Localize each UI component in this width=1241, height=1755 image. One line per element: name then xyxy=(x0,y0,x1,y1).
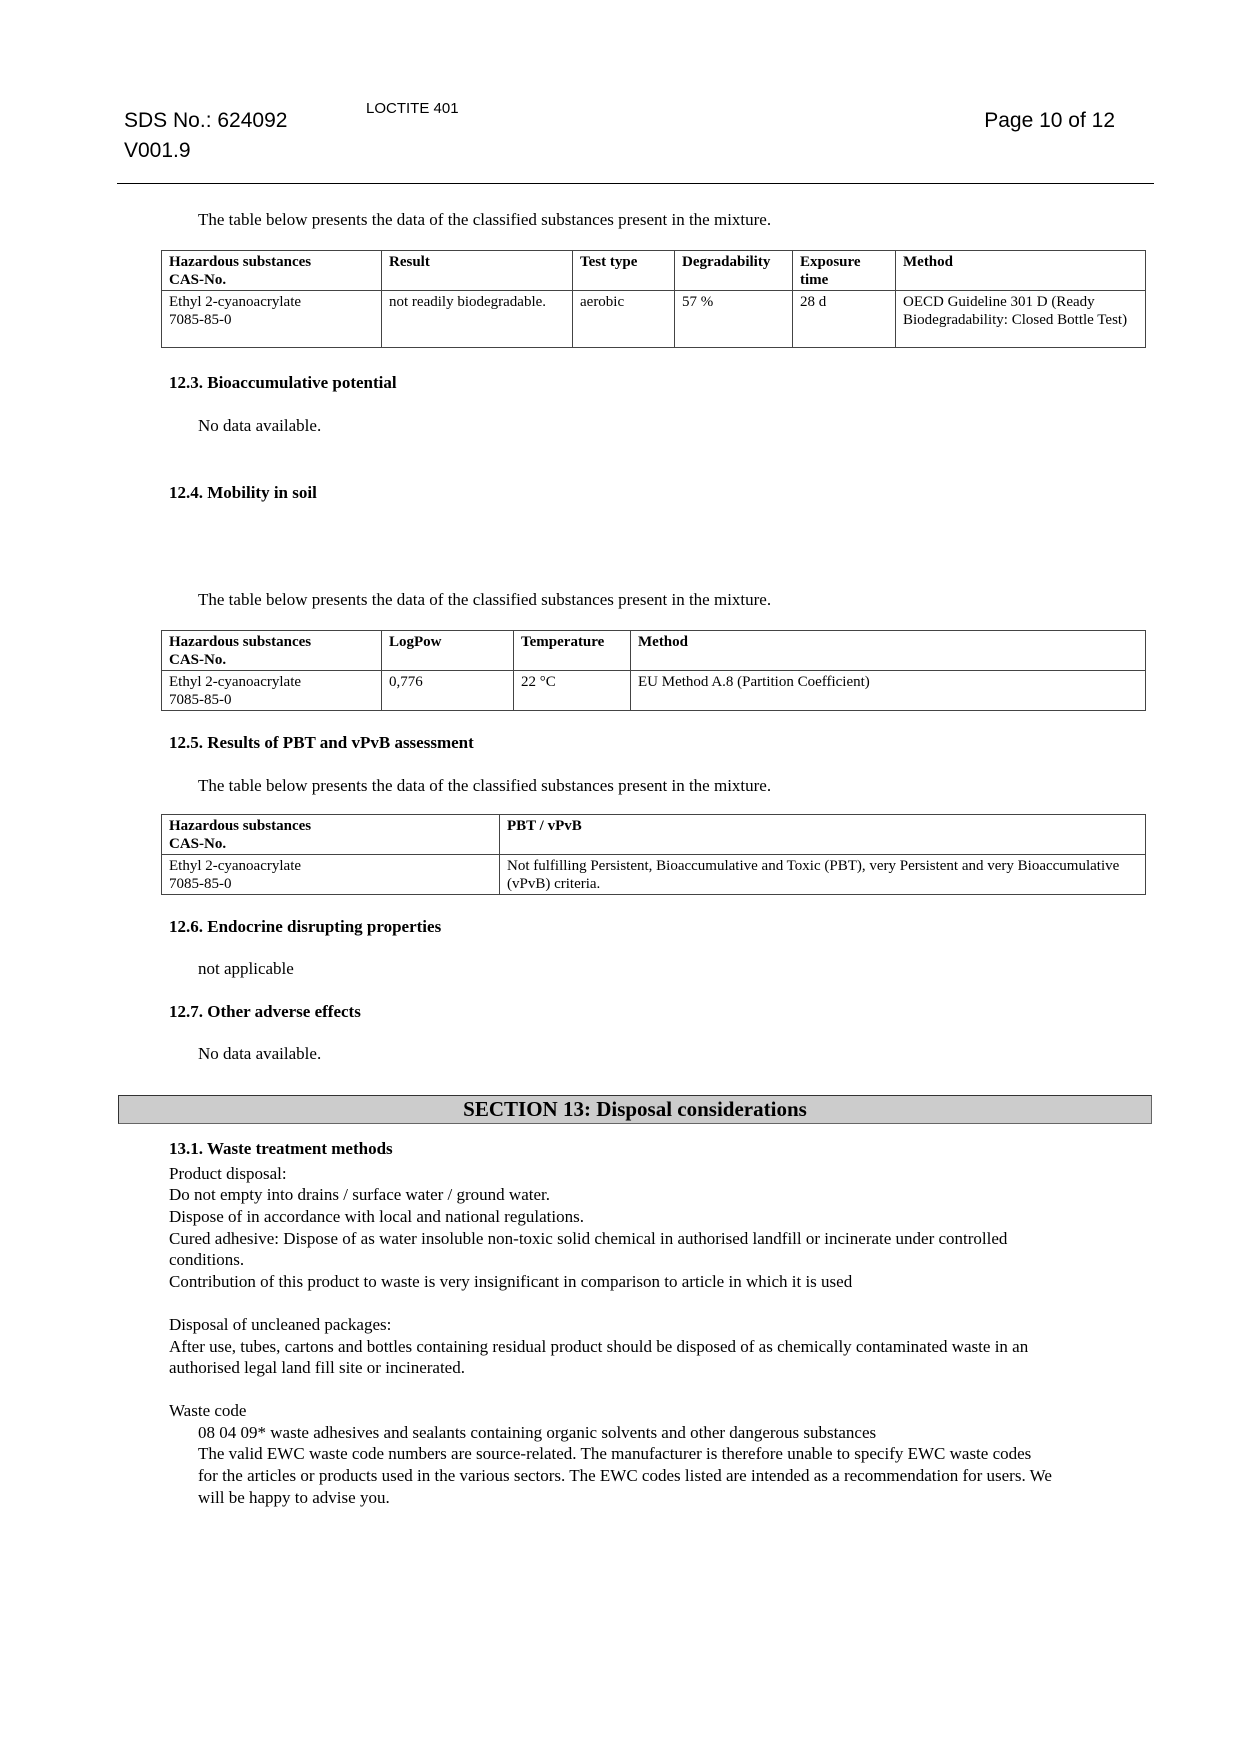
text-12-7: No data available. xyxy=(198,1044,322,1063)
heading-12-5: 12.5. Results of PBT and vPvB assessment xyxy=(169,733,474,752)
cell-pbt: Not fulfilling Persistent, Bioaccumulative and Toxic (PBT), very Persistent and very Bioaccumulative (vPvB) criteria. xyxy=(500,855,1146,895)
product-disposal-line: conditions. xyxy=(169,1250,245,1269)
table-header-row xyxy=(162,631,1146,671)
col-header-logpow: LogPow xyxy=(382,631,514,671)
page-header-left xyxy=(124,106,287,166)
degradability-table xyxy=(161,250,1146,348)
intro-12-4: The table below presents the data of the classified substances present in the mixture. xyxy=(198,590,772,609)
col-header-test-type: Test type xyxy=(573,251,675,291)
col-header-temperature: Temperature xyxy=(514,631,631,671)
table-row xyxy=(162,855,1146,895)
col-header-method: Method xyxy=(631,631,1146,671)
product-disposal-line: Dispose of in accordance with local and national regulations. xyxy=(169,1207,584,1226)
section-13-title: SECTION 13: Disposal considerations xyxy=(118,1095,1152,1124)
substance-name: Ethyl 2-cyanoacrylate xyxy=(169,294,302,310)
header-divider xyxy=(117,183,1154,184)
cell-result: not readily biodegradable. xyxy=(382,291,573,348)
product-disposal-label: Product disposal: xyxy=(169,1164,287,1183)
sds-number: SDS No.: 624092 xyxy=(124,109,288,132)
heading-12-6: 12.6. Endocrine disrupting properties xyxy=(169,917,442,936)
substance-name: Ethyl 2-cyanoacrylate xyxy=(169,858,302,874)
waste-code-line: will be happy to advise you. xyxy=(198,1488,390,1507)
uncleaned-packages-label: Disposal of uncleaned packages: xyxy=(169,1315,392,1334)
col-header-exposure-time: Exposure time xyxy=(793,251,896,291)
uncleaned-packages-line: authorised legal land fill site or incinerated. xyxy=(169,1358,465,1377)
col-header-method: Method xyxy=(896,251,1146,291)
uncleaned-packages-line: After use, tubes, cartons and bottles containing residual product should be disposed of as chemically contaminated waste in an xyxy=(169,1337,1029,1356)
cell-logpow: 0,776 xyxy=(382,671,514,711)
pbt-table xyxy=(161,814,1146,895)
product-name: LOCTITE 401 xyxy=(366,100,459,117)
waste-code-label: Waste code xyxy=(169,1401,247,1420)
cell-substance xyxy=(162,855,500,895)
page-number: Page 10 of 12 xyxy=(984,109,1115,132)
waste-code-line: The valid EWC waste code numbers are source-related. The manufacturer is therefore unable to specify EWC waste codes xyxy=(198,1444,1032,1463)
cell-temperature: 22 °C xyxy=(514,671,631,711)
cell-exposure-time: 28 d xyxy=(793,291,896,348)
col-header-degradability: Degradability xyxy=(675,251,793,291)
cell-substance xyxy=(162,671,382,711)
product-disposal-line: Do not empty into drains / surface water / ground water. xyxy=(169,1185,550,1204)
heading-12-3: 12.3. Bioaccumulative potential xyxy=(169,373,397,392)
cell-substance xyxy=(162,291,382,348)
table-header-row xyxy=(162,251,1146,291)
product-disposal-line: Cured adhesive: Dispose of as water insoluble non-toxic solid chemical in authorised landfill or incinerate under controlled xyxy=(169,1229,1008,1248)
col-header-substance: Hazardous substances CAS-No. xyxy=(162,815,500,855)
cell-method: EU Method A.8 (Partition Coefficient) xyxy=(631,671,1146,711)
col-header-pbt: PBT / vPvB xyxy=(500,815,1146,855)
cell-degradability: 57 % xyxy=(675,291,793,348)
col-header-substance: Hazardous substances CAS-No. xyxy=(162,251,382,291)
waste-code-line: 08 04 09* waste adhesives and sealants containing organic solvents and other dangerous substances xyxy=(198,1423,877,1442)
col-header-result: Result xyxy=(382,251,573,291)
cell-test-type: aerobic xyxy=(573,291,675,348)
cas-number: 7085-85-0 xyxy=(169,312,232,328)
heading-12-4: 12.4. Mobility in soil xyxy=(169,483,317,502)
heading-12-7: 12.7. Other adverse effects xyxy=(169,1002,361,1021)
text-12-3: No data available. xyxy=(198,416,322,435)
cell-method: OECD Guideline 301 D (Ready Biodegradability: Closed Bottle Test) xyxy=(896,291,1146,348)
table-header-row xyxy=(162,815,1146,855)
heading-13-1: 13.1. Waste treatment methods xyxy=(169,1139,393,1158)
intro-text: The table below presents the data of the classified substances present in the mixture. xyxy=(198,210,772,229)
intro-12-5: The table below presents the data of the classified substances present in the mixture. xyxy=(198,776,772,795)
product-disposal-line: Contribution of this product to waste is very insignificant in comparison to article in which it is used xyxy=(169,1272,853,1291)
col-header-substance: Hazardous substances CAS-No. xyxy=(162,631,382,671)
cas-number: 7085-85-0 xyxy=(169,876,232,892)
mobility-table xyxy=(161,630,1146,711)
version: V001.9 xyxy=(124,139,191,162)
substance-name: Ethyl 2-cyanoacrylate xyxy=(169,674,302,690)
table-row xyxy=(162,671,1146,711)
waste-code-line: for the articles or products used in the various sectors. The EWC codes listed are intended as a recommendation for users. We xyxy=(198,1466,1052,1485)
cas-number: 7085-85-0 xyxy=(169,692,232,708)
text-12-6: not applicable xyxy=(198,959,294,978)
table-row xyxy=(162,291,1146,348)
